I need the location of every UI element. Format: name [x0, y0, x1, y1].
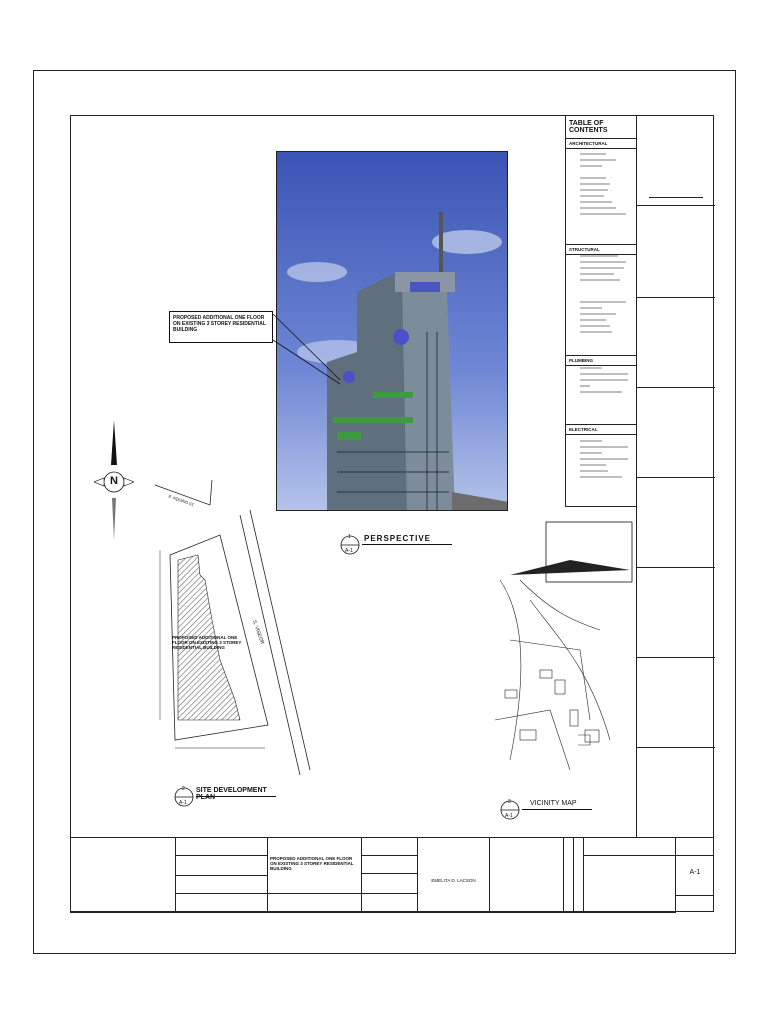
right-column [636, 115, 714, 837]
street-label-side: S. VISEOR [250, 619, 266, 646]
table-of-contents [565, 115, 637, 507]
drawing-title: SITE DEVELOPMENT PLAN [196, 787, 267, 801]
tb-cell [362, 894, 418, 913]
sheet-ref: A-1 [505, 813, 513, 819]
vicinity-map-title [500, 795, 600, 827]
sheet-ref: A-1 [345, 548, 353, 554]
perspective-title [340, 530, 450, 562]
tb-cell [564, 838, 574, 913]
tb-cell [268, 894, 362, 913]
vicinity-map [490, 520, 636, 780]
title-block [70, 837, 714, 912]
tb-cell [490, 838, 564, 913]
tb-cell [362, 838, 418, 856]
tb-logo-cell [70, 838, 176, 913]
tb-cell [176, 838, 268, 856]
toc-section-plumbing: PLUMBING [566, 356, 636, 366]
site-callout: PROPOSED ADDITIONAL ONE FLOOR ON EXISTING 3 STOREY RESIDENTIAL BUILDING [172, 635, 242, 650]
tb-cell [584, 838, 676, 856]
toc-title: TABLE OF CONTENTS [566, 116, 636, 139]
tb-cell [176, 894, 268, 913]
street-label-top: E. AQUINO ST. [167, 493, 196, 508]
tb-cell [176, 876, 268, 894]
tb-cell [176, 856, 268, 876]
tb-cell [574, 838, 584, 913]
north-arrow [94, 420, 134, 540]
site-plan [150, 480, 320, 780]
drawing-title: VICINITY MAP [530, 800, 577, 807]
tb-cell [676, 896, 714, 913]
site-plan-title [174, 782, 284, 814]
tb-project-title: PROPOSED ADDITIONAL ONE FLOOR ON EXISTING 3 STOREY RESIDENTIAL BUILDING [268, 838, 362, 894]
tb-cell [362, 874, 418, 894]
toc-text-lines [566, 116, 638, 508]
site-plan-drawing [150, 480, 320, 780]
callout-leader [240, 310, 350, 390]
drawing-number: 3 [508, 799, 511, 805]
drawing-number: 1 [348, 534, 351, 540]
vicinity-map-drawing [490, 520, 636, 780]
toc-section-structural: STRUCTURAL [566, 245, 636, 255]
tb-sheet-number: A-1 [676, 856, 714, 896]
toc-section-architectural: ARCHITECTURAL [566, 139, 636, 149]
sheet-ref: A-1 [179, 800, 187, 806]
drawing-title: PERSPECTIVE [364, 534, 432, 543]
perspective-callout: PROPOSED ADDITIONAL ONE FLOOR ON EXISTING 3 STOREY RESIDENTIAL BUILDING [169, 311, 273, 343]
tb-sheet-contents [584, 856, 676, 913]
tb-owner: EMELITA D. LACSON [418, 838, 490, 913]
toc-section-electrical: ELECTRICAL [566, 425, 636, 435]
tb-cell [362, 856, 418, 874]
tb-cell [676, 838, 714, 856]
north-label: N [110, 475, 118, 487]
drawing-number: 2 [182, 786, 185, 792]
